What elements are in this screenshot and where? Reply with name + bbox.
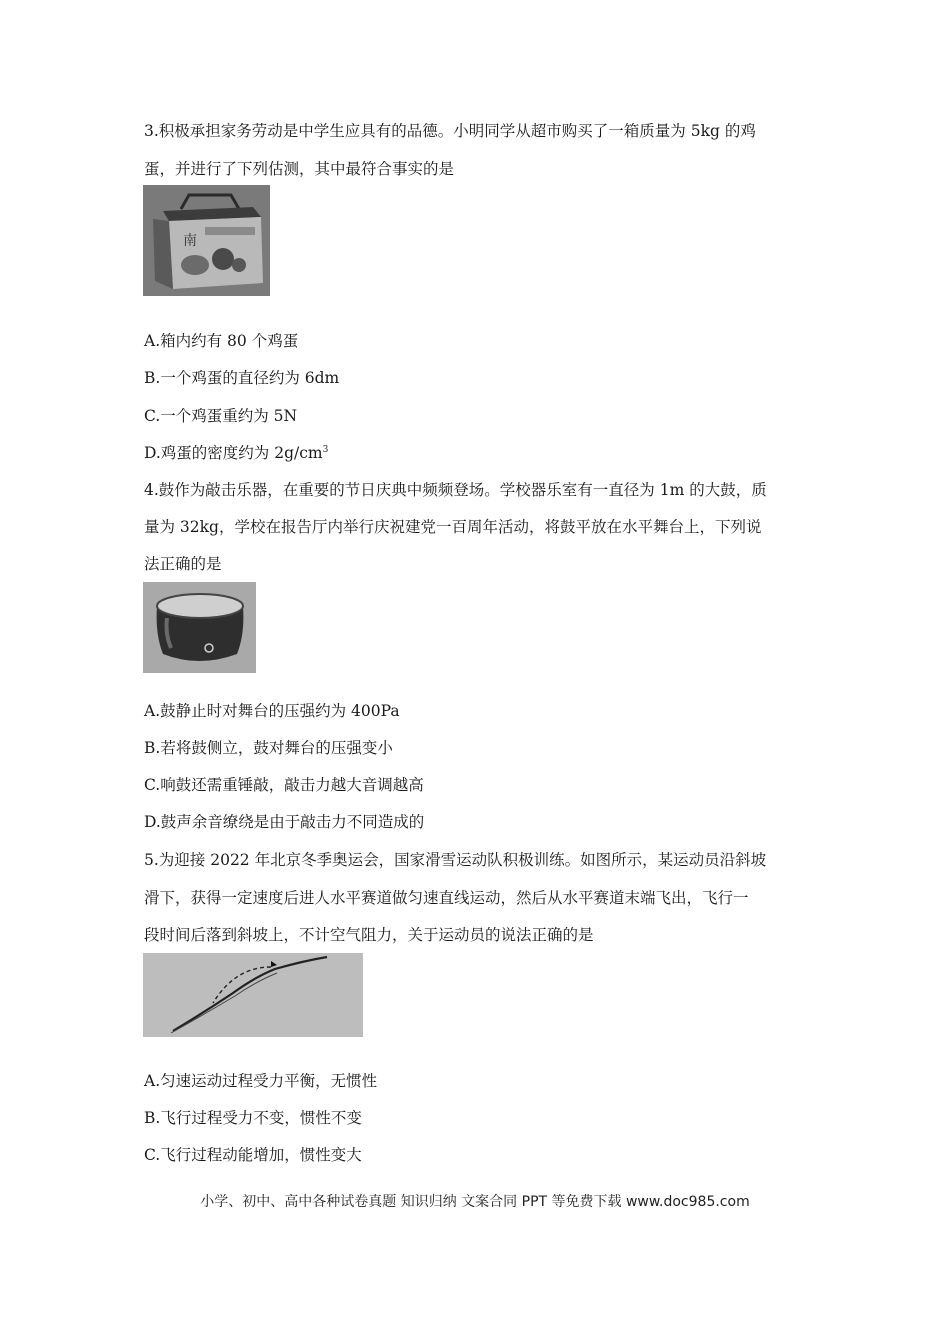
q3-stem-line1: 3.积极承担家务劳动是中学生应具有的品德。小明同学从超市购买了一箱质量为 5kg 的鸡: [144, 122, 756, 140]
q4-stem-line2: 量为 32kg，学校在报告厅内举行庆祝建党一百周年活动，将鼓平放在水平舞台上，下列说: [144, 518, 762, 536]
q3-stem-line2: 蛋，并进行了下列估测，其中最符合事实的是: [144, 160, 455, 178]
q5-stem-line3: 段时间后落到斜坡上，不计空气阻力，关于运动员的说法正确的是: [144, 926, 594, 944]
q3-option-d: [144, 441, 328, 463]
drum-photo: [143, 582, 256, 673]
q5-option-b: B.飞行过程受力不变，惯性不变: [144, 1109, 362, 1127]
q4-option-c: C.响鼓还需重锤敲，敲击力越大音调越高: [144, 776, 424, 794]
q4-option-b: B.若将鼓侧立，鼓对舞台的压强变小: [144, 739, 393, 757]
q3-option-d-text: D.鸡蛋的密度约为 2g/cm: [144, 444, 323, 462]
q4-stem-line3: 法正确的是: [144, 555, 222, 573]
q3-option-d-sup: 3: [322, 444, 329, 455]
ski-slope-diagram: [143, 953, 363, 1037]
q3-option-b: B.一个鸡蛋的直径约为 6dm: [144, 369, 340, 387]
q5-option-a: A.匀速运动过程受力平衡，无惯性: [144, 1072, 378, 1090]
svg-text:南: 南: [183, 233, 197, 249]
footer-ad: 小学、初中、高中各种试卷真题 知识归纳 文案合同 PPT 等免费下载 www.doc985.com: [200, 1194, 750, 1210]
q3-option-a: A.箱内约有 80 个鸡蛋: [144, 332, 299, 350]
q5-stem-line2: 滑下，获得一定速度后进人水平赛道做匀速直线运动，然后从水平赛道末端飞出，飞行一: [144, 889, 749, 907]
q3-option-c: C.一个鸡蛋重约为 5N: [144, 407, 298, 425]
q4-option-a: A.鼓静止时对舞台的压强约为 400Pa: [144, 702, 400, 720]
q5-stem-line1: 5.为迎接 2022 年北京冬季奥运会，国家滑雪运动队积极训练。如图所示，某运动员沿斜坡: [144, 851, 767, 869]
q5-option-c: C.飞行过程动能增加，惯性变大: [144, 1146, 362, 1164]
q4-option-d: D.鼓声余音缭绕是由于敲击力不同造成的: [144, 813, 425, 831]
q4-stem-line1: 4.鼓作为敲击乐器，在重要的节日庆典中频频登场。学校器乐室有一直径为 1m 的大鼓，质: [144, 481, 767, 499]
egg-box-photo: [143, 185, 270, 296]
